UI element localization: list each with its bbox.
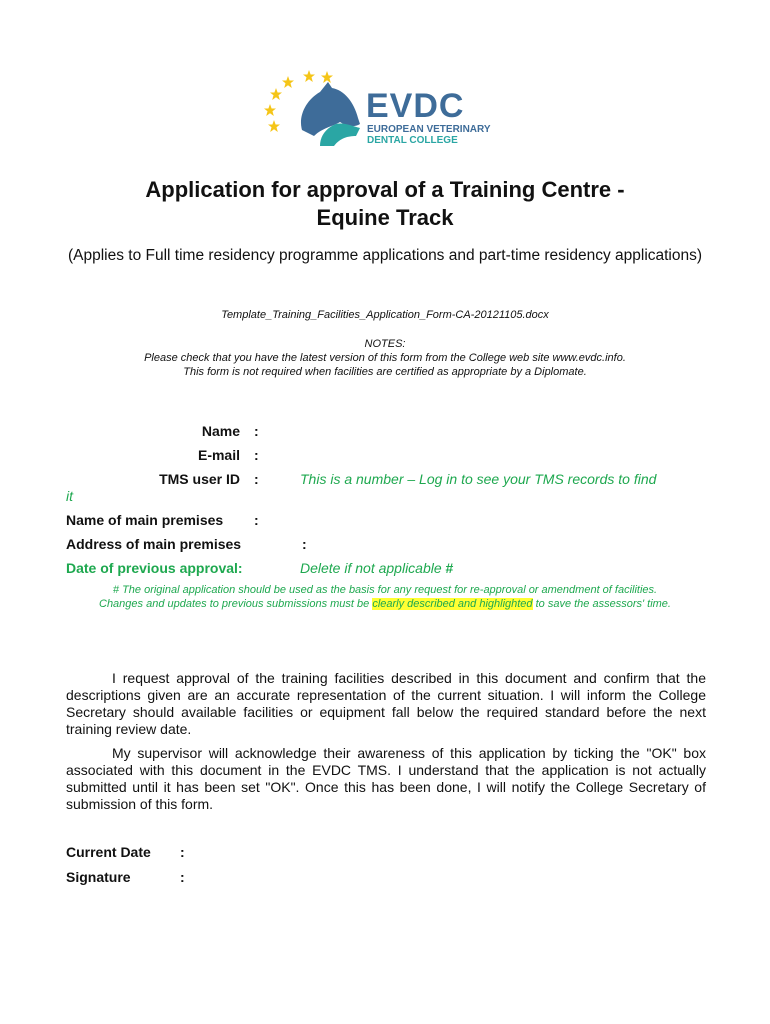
address-label: Address of main premises xyxy=(66,536,242,552)
logo-acronym: EVDC xyxy=(366,87,465,125)
notes-heading: NOTES: xyxy=(364,338,406,350)
reapproval-line1: # The original application should be used as the basis for any request for re-approval or amendment of facilities. xyxy=(112,584,658,596)
logo-line2: DENTAL COLLEGE xyxy=(367,135,458,146)
tms-hint-continuation: it xyxy=(66,488,73,504)
signature-colon: : xyxy=(180,869,185,885)
name-colon: : xyxy=(254,423,259,439)
paragraph-2-text: My supervisor will acknowledge their awareness of this application by ticking the "OK" box associated with this document in the EVDC TMS. I understand that the application is not actually submitted until it has been set "OK". Once this has been done, I will notify the College Secretary of submission of this form. xyxy=(66,745,706,812)
tms-colon: : xyxy=(254,471,259,487)
paragraph-1-text: I request approval of the training facilities described in this document and confirm that the descriptions given are an accurate representation of the current situation. I will inform the College Secretary should available facilities or equipment fall below the required standard before the next training review date. xyxy=(66,670,706,737)
current-date-label: Current Date xyxy=(66,844,151,860)
email-colon: : xyxy=(254,447,259,463)
prev-hash: # xyxy=(445,560,454,576)
name-label: Name xyxy=(201,423,240,439)
signature-label: Signature xyxy=(66,869,131,885)
main-premises-label: Name of main premises xyxy=(66,512,224,528)
tms-user-id-label: TMS user ID xyxy=(159,471,240,487)
reapproval-line2 xyxy=(70,597,700,611)
star-icon xyxy=(270,88,282,100)
reapproval-line2-pre: Changes and updates to previous submissions must be xyxy=(99,598,373,610)
premises-colon: : xyxy=(254,512,259,528)
star-icon xyxy=(282,76,294,88)
document-title xyxy=(0,176,770,232)
notes-block xyxy=(60,337,710,379)
prev-hint-text: Delete if not applicable xyxy=(300,560,442,576)
star-icon xyxy=(264,104,276,116)
star-icon xyxy=(321,71,333,83)
previous-approval-label: Date of previous approval: xyxy=(66,560,243,576)
template-filename: Template_Training_Facilities_Application_Form-CA-20121105.docx xyxy=(221,309,549,321)
date-colon: : xyxy=(180,844,185,860)
declaration-paragraph-2 xyxy=(66,745,706,813)
star-icon xyxy=(303,70,315,82)
email-label: E-mail xyxy=(197,447,240,463)
notes-line2: This form is not required when facilities are certified as appropriate by a Diplomate. xyxy=(183,366,587,378)
declaration-paragraph-1 xyxy=(66,670,706,738)
highlighted-phrase: clearly described and highlighted xyxy=(372,598,533,610)
previous-approval-hint xyxy=(300,559,453,577)
notes-line1: Please check that you have the latest version of this form from the College web site www.evdc.info. xyxy=(144,352,626,364)
title-line1: Application for approval of a Training Centre - xyxy=(145,177,625,202)
logo-line1: EUROPEAN VETERINARY xyxy=(367,124,491,135)
address-colon: : xyxy=(302,536,307,552)
tms-hint: This is a number – Log in to see your TMS records to find xyxy=(300,471,657,487)
subtitle: (Applies to Full time residency programme applications and part-time residency applications) xyxy=(67,247,703,264)
reapproval-line2-post: to save the assessors' time. xyxy=(532,598,671,610)
title-line2: Equine Track xyxy=(316,205,454,230)
reapproval-note xyxy=(70,583,700,611)
star-icon xyxy=(268,120,280,132)
